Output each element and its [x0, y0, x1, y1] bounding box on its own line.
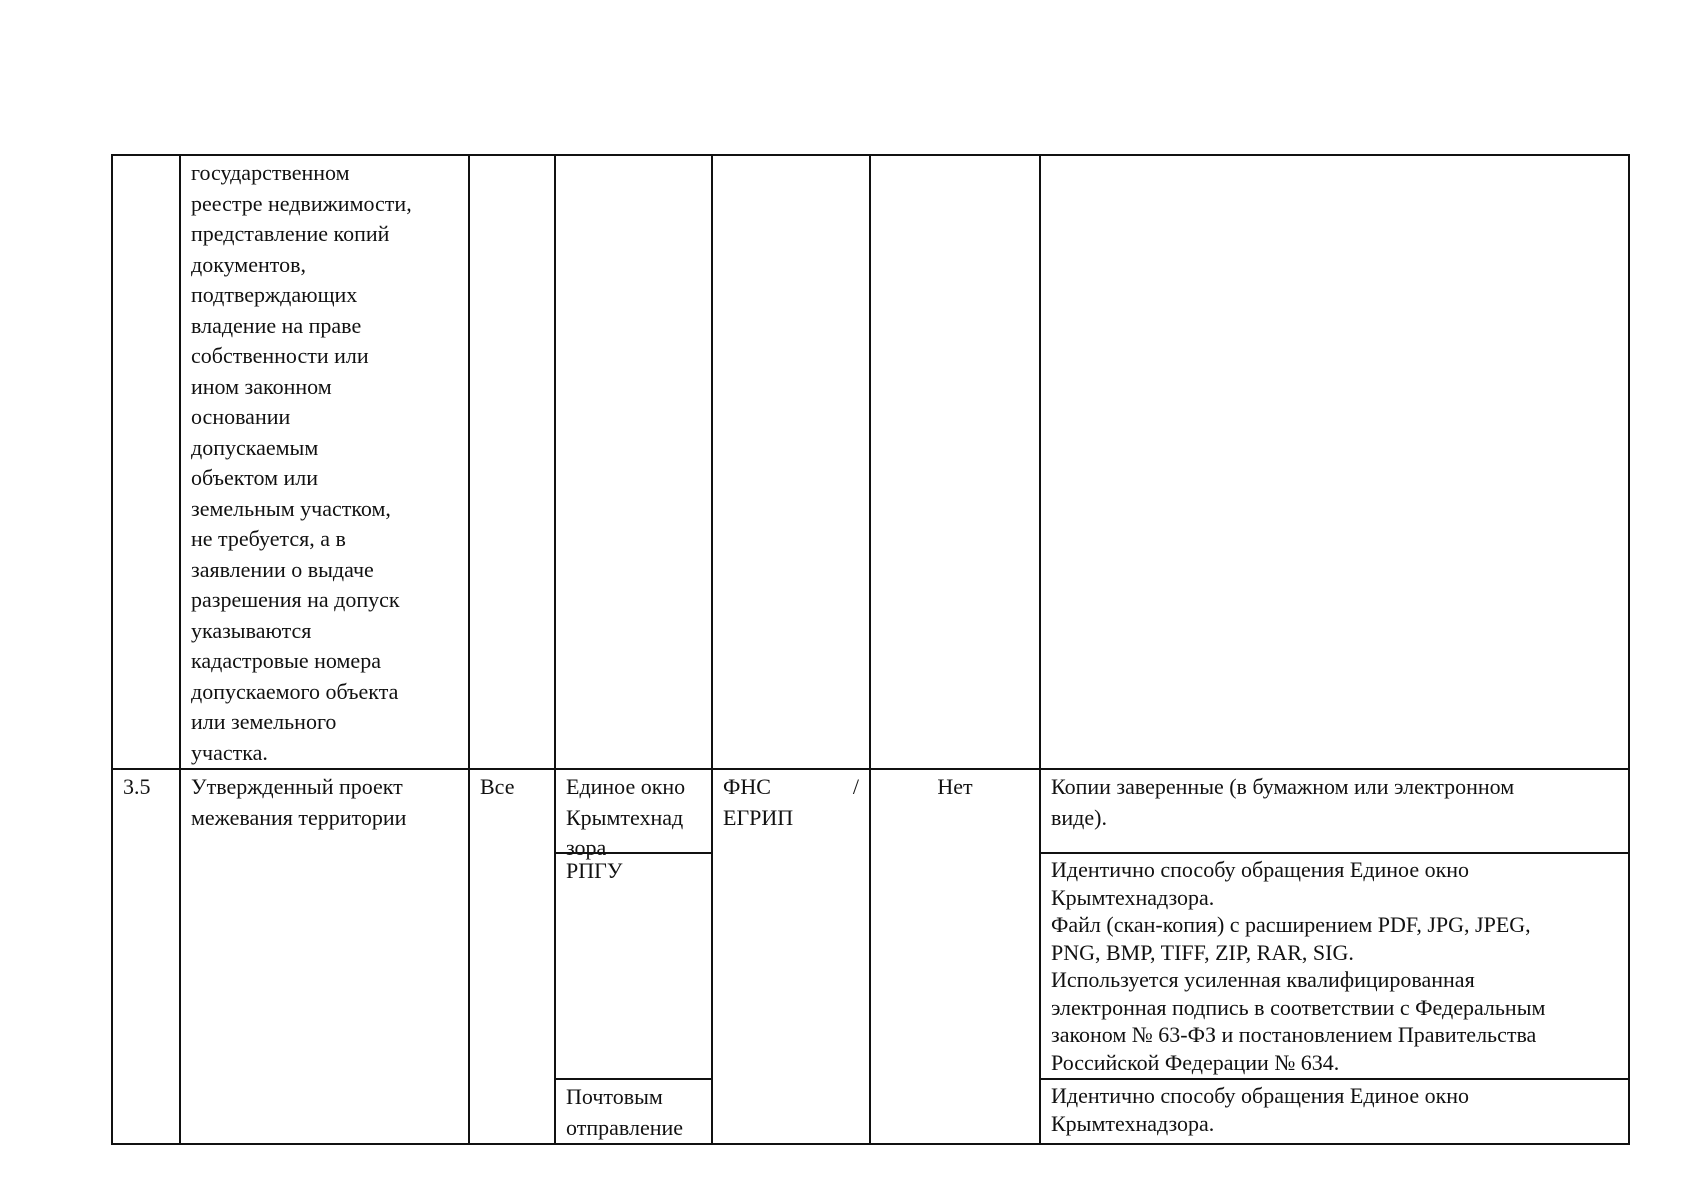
table-row: [112, 155, 1629, 769]
description-text: Утвержденный проект межевания территории: [191, 774, 407, 830]
table-row: [112, 769, 1629, 1144]
source-text: ФНС ЕГРИП: [723, 774, 794, 830]
description-text: государственном реестре недвижимости, представление копий документов, подтверждающих владение на праве собственности или ином законном основании допускаемым объектом или земельным участком, не требуется, а в заявлении о выдаче разрешения на допуск указываются кадастровые номера допускаемого объекта или земельного участка.: [191, 160, 412, 765]
applicants-cell: [469, 769, 555, 1144]
required-text: Нет: [937, 774, 973, 799]
row-number-cell: [112, 155, 180, 769]
description-cell: [180, 769, 469, 1144]
format-cell: [1040, 155, 1629, 769]
channel-sub-2: РПГУ: [556, 854, 711, 1080]
row-number: 3.5: [123, 774, 151, 799]
applicants-cell: [469, 155, 555, 769]
source-cell: [712, 155, 870, 769]
source-separator: /: [852, 774, 859, 799]
required-cell: [870, 769, 1040, 1144]
channel-sub-3: Почтовым отправление: [566, 1084, 684, 1140]
format-sub-3: Идентично способу обращения Единое окно Крымтехнадзора.: [1051, 1083, 1470, 1136]
format-sub-2: Идентично способу обращения Единое окно Крымтехнадзора. Файл (скан-копия) с расширением PDF, JPG, JPEG, PNG, BMP, TIFF, ZIP, RAR, SIG. Используется усиленная квалифицированная электронная подпись в соответствии с Федеральным законом № 63-ФЗ и постановлением Правительства Российской Федерации № 634.: [1041, 854, 1628, 1080]
channel-sub-1: Единое окно Крымтехнад зора: [556, 770, 711, 854]
applicants-text: Все: [480, 774, 515, 799]
document-table: [111, 154, 1630, 1145]
format-sub-1: Копии заверенные (в бумажном или электронном виде).: [1041, 770, 1628, 854]
channel-cell: [555, 155, 712, 769]
channel-cell: [555, 769, 712, 1144]
row-number-cell: [112, 769, 180, 1144]
description-cell: [180, 155, 469, 769]
required-cell: [870, 155, 1040, 769]
format-cell: [1040, 769, 1629, 1144]
source-cell: [712, 769, 870, 1144]
